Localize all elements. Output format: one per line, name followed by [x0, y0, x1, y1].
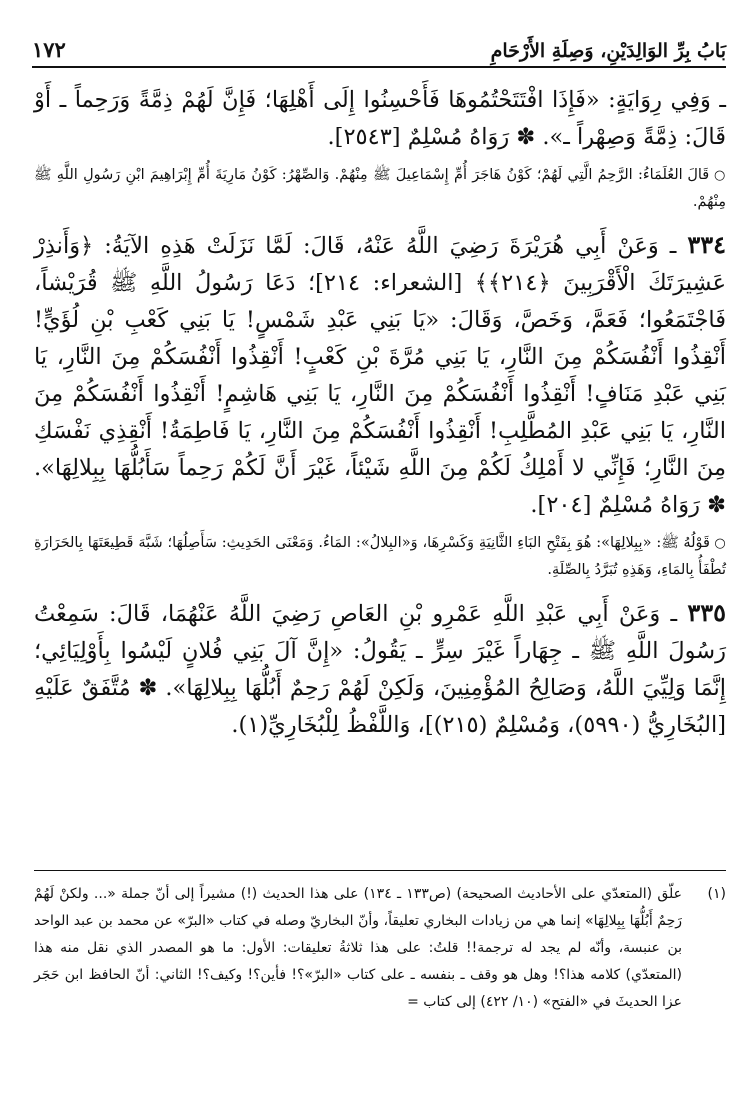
hadith-number: ٣٣٥ — [687, 598, 726, 627]
hadith-number: ٣٣٤ — [687, 230, 727, 259]
hadith-continuation — [34, 82, 726, 156]
explanation-note — [34, 530, 726, 584]
footnote-marker: (١) — [707, 886, 726, 902]
hadith-335 — [34, 594, 726, 744]
hadith-text: ـ وَفِي رِوَايَةٍ: «فَإِذَا افْتَتَحْتُمُوهَا فَأَحْسِنُوا إِلَى أَهْلِهَا؛ فَإِنَّ لَهُمْ ذِمَّةً وَرَحِماً ـ أَوْ قَالَ: ذِمَّةً وَصِهْراً ـ». ✽ رَوَاهُ مُسْلِمٌ [٢٥٤٣]. — [34, 87, 726, 150]
footnote-text: علّق (المتعدّي على الأحاديث الصحيحة) (ص١٣٣ ـ ١٣٤) على هذا الحديث (!) مشيراً إلى أنّ جملة «... ولكنْ لَهُمْ رَحِمٌ أَبُلُّهَا بِبِلالِهَا» إنما هي من زيادات البخاري تعليقاً، وأنّ البخاريّ وصله في كتاب «البرّ» عن محمد بن عبد الواحد بن عنبسة، وأنّه لم يجد له ترجمة!! قلتُ: على هذا ثلاثةُ تعليقات: الأول: ما هو المصدر الذي نقل منه هذا (المتعدّي) كلامه هذا؟! وهل هو وقف ـ بنفسه ـ على كتاب «البرّ»؟! فأين؟! وكيف؟! الثاني: أنّ الحافظ ابن حَجَر عزا الحديثَ في «الفتح» (١٠/ ٤٢٢) إلى كتاب = — [34, 886, 682, 1010]
footnote-1 — [34, 881, 726, 1016]
page-body — [34, 82, 726, 750]
note-circle-icon: ○ — [709, 168, 726, 183]
note-text: قَوْلُهُ ﷺ: «بِبِلالِهَا»: هُوَ بِفَتْحِ البَاءِ الثَّانِيَةِ وَكَسْرِهَا، وَ«البِلالُ»: المَاءُ. وَمَعْنَى الحَدِيثِ: سَأَصِلُهَا؛ شَبَّهَ قَطِيعَتَهَا بِالحَرَارَةِ تُطْفَأُ بِالمَاءِ، وَهَذِهِ تُبَرَّدُ بِالصِّلَةِ. — [34, 535, 726, 578]
note-circle-icon: ○ — [709, 536, 726, 551]
chapter-title: بَابُ بِرِّ الوَالِدَيْنِ، وَصِلَةِ الأَرْحَامِ — [490, 40, 726, 62]
hadith-text: ـ وَعَنْ أَبِي عَبْدِ اللَّهِ عَمْرِو بْنِ العَاصِ رَضِيَ اللَّهُ عَنْهُمَا، قَالَ: سَمِعْتُ رَسُولَ اللَّهِ ﷺ ـ جِهَاراً غَيْرَ سِرٍّ ـ يَقُولُ: «إِنَّ آلَ بَنِي فُلانٍ لَيْسُوا بِأَوْلِيَائِي؛ إِنَّمَا وَلِيِّيَ اللَّهُ، وَصَالِحُ المُؤْمِنِينَ، وَلَكِنْ لَهُمْ رَحِمٌ أَبُلُّهَا بِبِلالِهَا». ✽ مُتَّفَقٌ عَلَيْهِ [البُخَارِيُّ (٥٩٩٠)، وَمُسْلِمٌ (٢١٥)]، وَاللَّفْظُ لِلْبُخَارِيِّ(١). — [34, 601, 726, 738]
page-number: ١٧٢ — [32, 37, 66, 62]
scholar-note — [34, 162, 726, 216]
hadith-334 — [34, 226, 726, 524]
footnotes — [34, 870, 726, 1016]
page-header — [32, 22, 726, 68]
hadith-text: ـ وَعَنْ أَبِي هُرَيْرَةَ رَضِيَ اللَّهُ عَنْهُ، قَالَ: لَمَّا نَزَلَتْ هَذِهِ الآيَةُ: ﴿وَأَنذِرْ عَشِيرَتَكَ الْأَقْرَبِينَ ﴿٢١٤﴾﴾ [الشعراء: ٢١٤]؛ دَعَا رَسُولُ اللَّهِ ﷺ قُرَيْشاً، فَاجْتَمَعُوا؛ فَعَمَّ، وَخَصَّ، وَقَالَ: «يَا بَنِي عَبْدِ شَمْسٍ! يَا بَنِي كَعْبِ بْنِ لُؤَيٍّ! أَنْقِذُوا أَنْفُسَكُمْ مِنَ النَّارِ، يَا بَنِي مُرَّةَ بْنِ كَعْبٍ! أَنْقِذُوا أَنْفُسَكُمْ مِنَ النَّارِ، يَا بَنِي عَبْدِ مَنَافٍ! أَنْقِذُوا أَنْفُسَكُمْ مِنَ النَّارِ، يَا بَنِي هَاشِمٍ! أَنْقِذُوا أَنْفُسَكُمْ مِنَ النَّارِ، يَا بَنِي عَبْدِ المُطَّلِبِ! أَنْقِذُوا أَنْفُسَكُمْ مِنَ النَّارِ، يَا فَاطِمَةُ! أَنْقِذِي نَفْسَكِ مِنَ النَّارِ؛ فَإِنِّي لا أَمْلِكُ لَكُمْ مِنَ اللَّهِ شَيْئاً، غَيْرَ أَنَّ لَكُمْ رَحِماً سَأَبُلُّهَا بِبِلالِهَا». ✽ رَوَاهُ مُسْلِمٌ [٢٠٤]. — [34, 233, 726, 518]
note-text: قَالَ العُلَمَاءُ: الرَّحِمُ الَّتِي لَهُمْ؛ كَوْنُ هَاجَرَ أُمِّ إِسْمَاعِيلَ ﷺ مِنْهُمْ. وَالصِّهْرُ: كَوْنُ مَارِيَةَ أُمِّ إِبْرَاهِيمَ ابْنِ رَسُولِ اللَّهِ ﷺ مِنْهُمْ. — [34, 167, 726, 210]
